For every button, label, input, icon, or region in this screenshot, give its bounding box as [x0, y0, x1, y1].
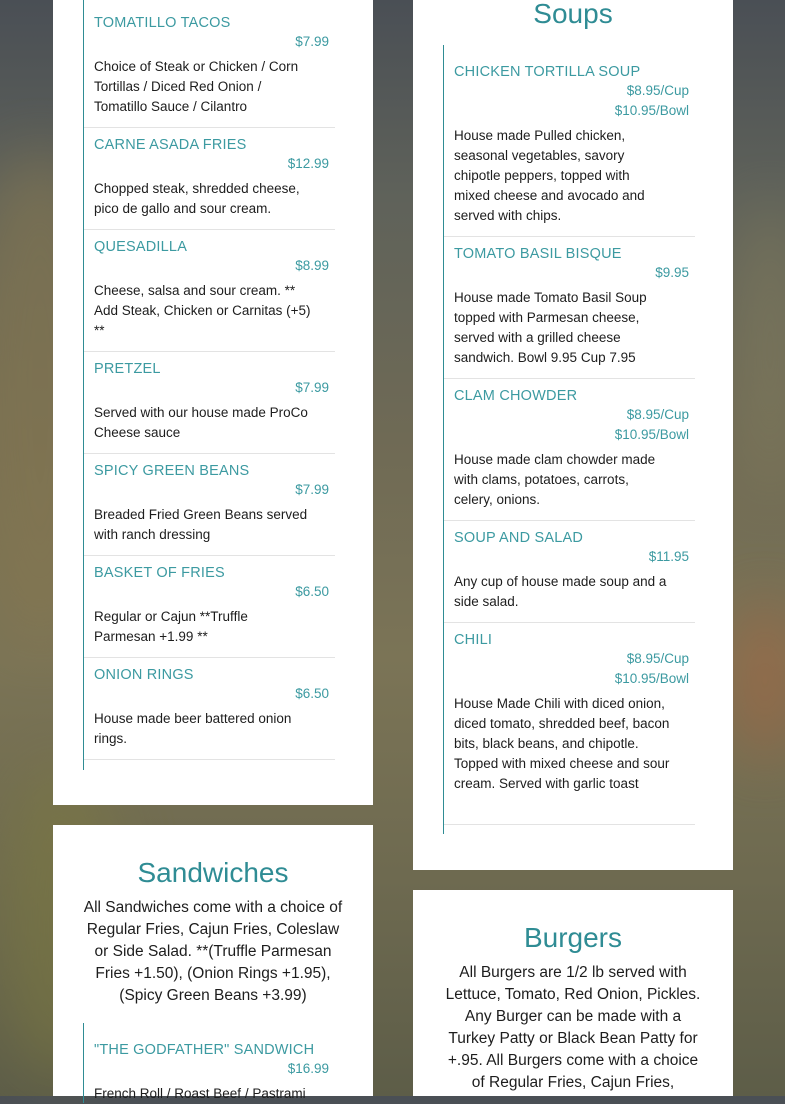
menu-item — [84, 352, 335, 454]
item-description: Any cup of house made soup and a side salad. — [454, 574, 667, 609]
menu-item — [444, 237, 695, 379]
item-name: TOMATILLO TACOS — [94, 15, 231, 31]
item-name: QUESADILLA — [94, 239, 188, 255]
item-name: SOUP AND SALAD — [454, 530, 584, 546]
sandwiches-card — [53, 825, 373, 1101]
sandwiches-list — [83, 1023, 334, 1103]
item-name: BASKET OF FRIES — [94, 565, 225, 581]
item-name: SPICY GREEN BEANS — [94, 463, 250, 479]
soups-card — [413, 0, 733, 870]
item-name: ONION RINGS — [94, 667, 194, 683]
item-price: $8.95/Cup $10.95/Bowl — [614, 651, 689, 686]
burgers-card — [413, 890, 733, 1096]
item-name: "THE GODFATHER" SANDWICH — [94, 1042, 315, 1058]
menu-item — [84, 230, 335, 352]
item-description: French Roll / Roast Beef / Pastrami — [94, 1086, 306, 1101]
soups-list — [443, 45, 694, 834]
item-description: House Made Chili with diced onion, diced tomato, shredded beef, bacon bits, black beans, and chipotle. Topped with mixed cheese and sour cream. Served with garlic toast — [454, 696, 670, 791]
item-name: CLAM CHOWDER — [454, 388, 578, 404]
item-price: $12.99 — [287, 156, 329, 171]
item-price: $8.95/Cup $10.95/Bowl — [614, 83, 689, 118]
item-name: CARNE ASADA FRIES — [94, 137, 247, 153]
item-price: $8.99 — [295, 258, 329, 273]
item-description: Cheese, salsa and sour cream. ** Add Steak, Chicken or Carnitas (+5) ** — [94, 283, 311, 338]
item-name: TOMATO BASIL BISQUE — [454, 246, 622, 262]
item-price: $6.50 — [295, 686, 329, 701]
item-description: Breaded Fried Green Beans served with ranch dressing — [94, 507, 308, 542]
menu-item — [444, 379, 695, 521]
item-price: $7.99 — [295, 34, 329, 49]
item-description: House made Pulled chicken, seasonal vegetables, savory chipotle peppers, topped with mixed cheese and avocado and served with chips. — [454, 128, 645, 223]
menu-item — [84, 658, 335, 760]
menu-item — [84, 128, 335, 230]
item-description: House made beer battered onion rings. — [94, 711, 292, 746]
item-price: $16.99 — [287, 1061, 329, 1076]
menu-item — [444, 521, 695, 623]
item-description: Served with our house made ProCo Cheese sauce — [94, 405, 308, 440]
section-title: Soups — [533, 0, 613, 29]
background-photo-flower — [735, 600, 785, 760]
item-price: $11.95 — [648, 549, 689, 564]
item-price: $7.99 — [295, 380, 329, 395]
item-name: CHILI — [454, 632, 493, 648]
section-intro: All Sandwiches come with a choice of Regular Fries, Cajun Fries, Coleslaw or Side Salad. **(Truffle Parmesan Fries +1.50), (Onion Rings +1.95), (Spicy Green Beans +3.99) — [83, 899, 343, 1004]
section-title: Burgers — [523, 922, 623, 953]
menu-item — [84, 1023, 335, 1103]
section-title: Sandwiches — [137, 857, 289, 888]
item-price: $8.95/Cup $10.95/Bowl — [614, 407, 689, 442]
item-description: House made clam chowder made with clams, potatoes, carrots, celery, onions. — [454, 452, 656, 507]
section-intro: All Burgers are 1/2 lb served with Lettuce, Tomato, Red Onion, Pickles. Any Burger can be made with a Turkey Patty or Black Bean Patty for +.95. All Burgers come with a choice of Regular Fries, Cajun Fries, — [445, 964, 701, 1091]
background-photo-right — [735, 200, 785, 500]
item-description: House made Tomato Basil Soup topped with Parmesan cheese, served with a grilled cheese sandwich. Bowl 9.95 Cup 7.95 — [454, 290, 647, 365]
appetizers-list — [83, 0, 334, 770]
appetizers-card — [53, 0, 373, 805]
item-price: $7.99 — [295, 482, 329, 497]
menu-item — [84, 454, 335, 556]
item-description: Chopped steak, shredded cheese, pico de gallo and sour cream. — [94, 181, 300, 216]
item-name: PRETZEL — [94, 361, 161, 377]
menu-item — [444, 45, 695, 237]
menu-item — [84, 0, 335, 128]
item-price: $6.50 — [295, 584, 329, 599]
menu-item — [444, 623, 695, 825]
item-description: Regular or Cajun **Truffle Parmesan +1.99 ** — [94, 609, 248, 644]
item-description: Choice of Steak or Chicken / Corn Tortillas / Diced Red Onion / Tomatillo Sauce / Cilantro — [94, 59, 299, 114]
menu-item — [84, 556, 335, 658]
item-price: $9.95 — [655, 265, 689, 280]
item-name: CHICKEN TORTILLA SOUP — [454, 64, 641, 80]
